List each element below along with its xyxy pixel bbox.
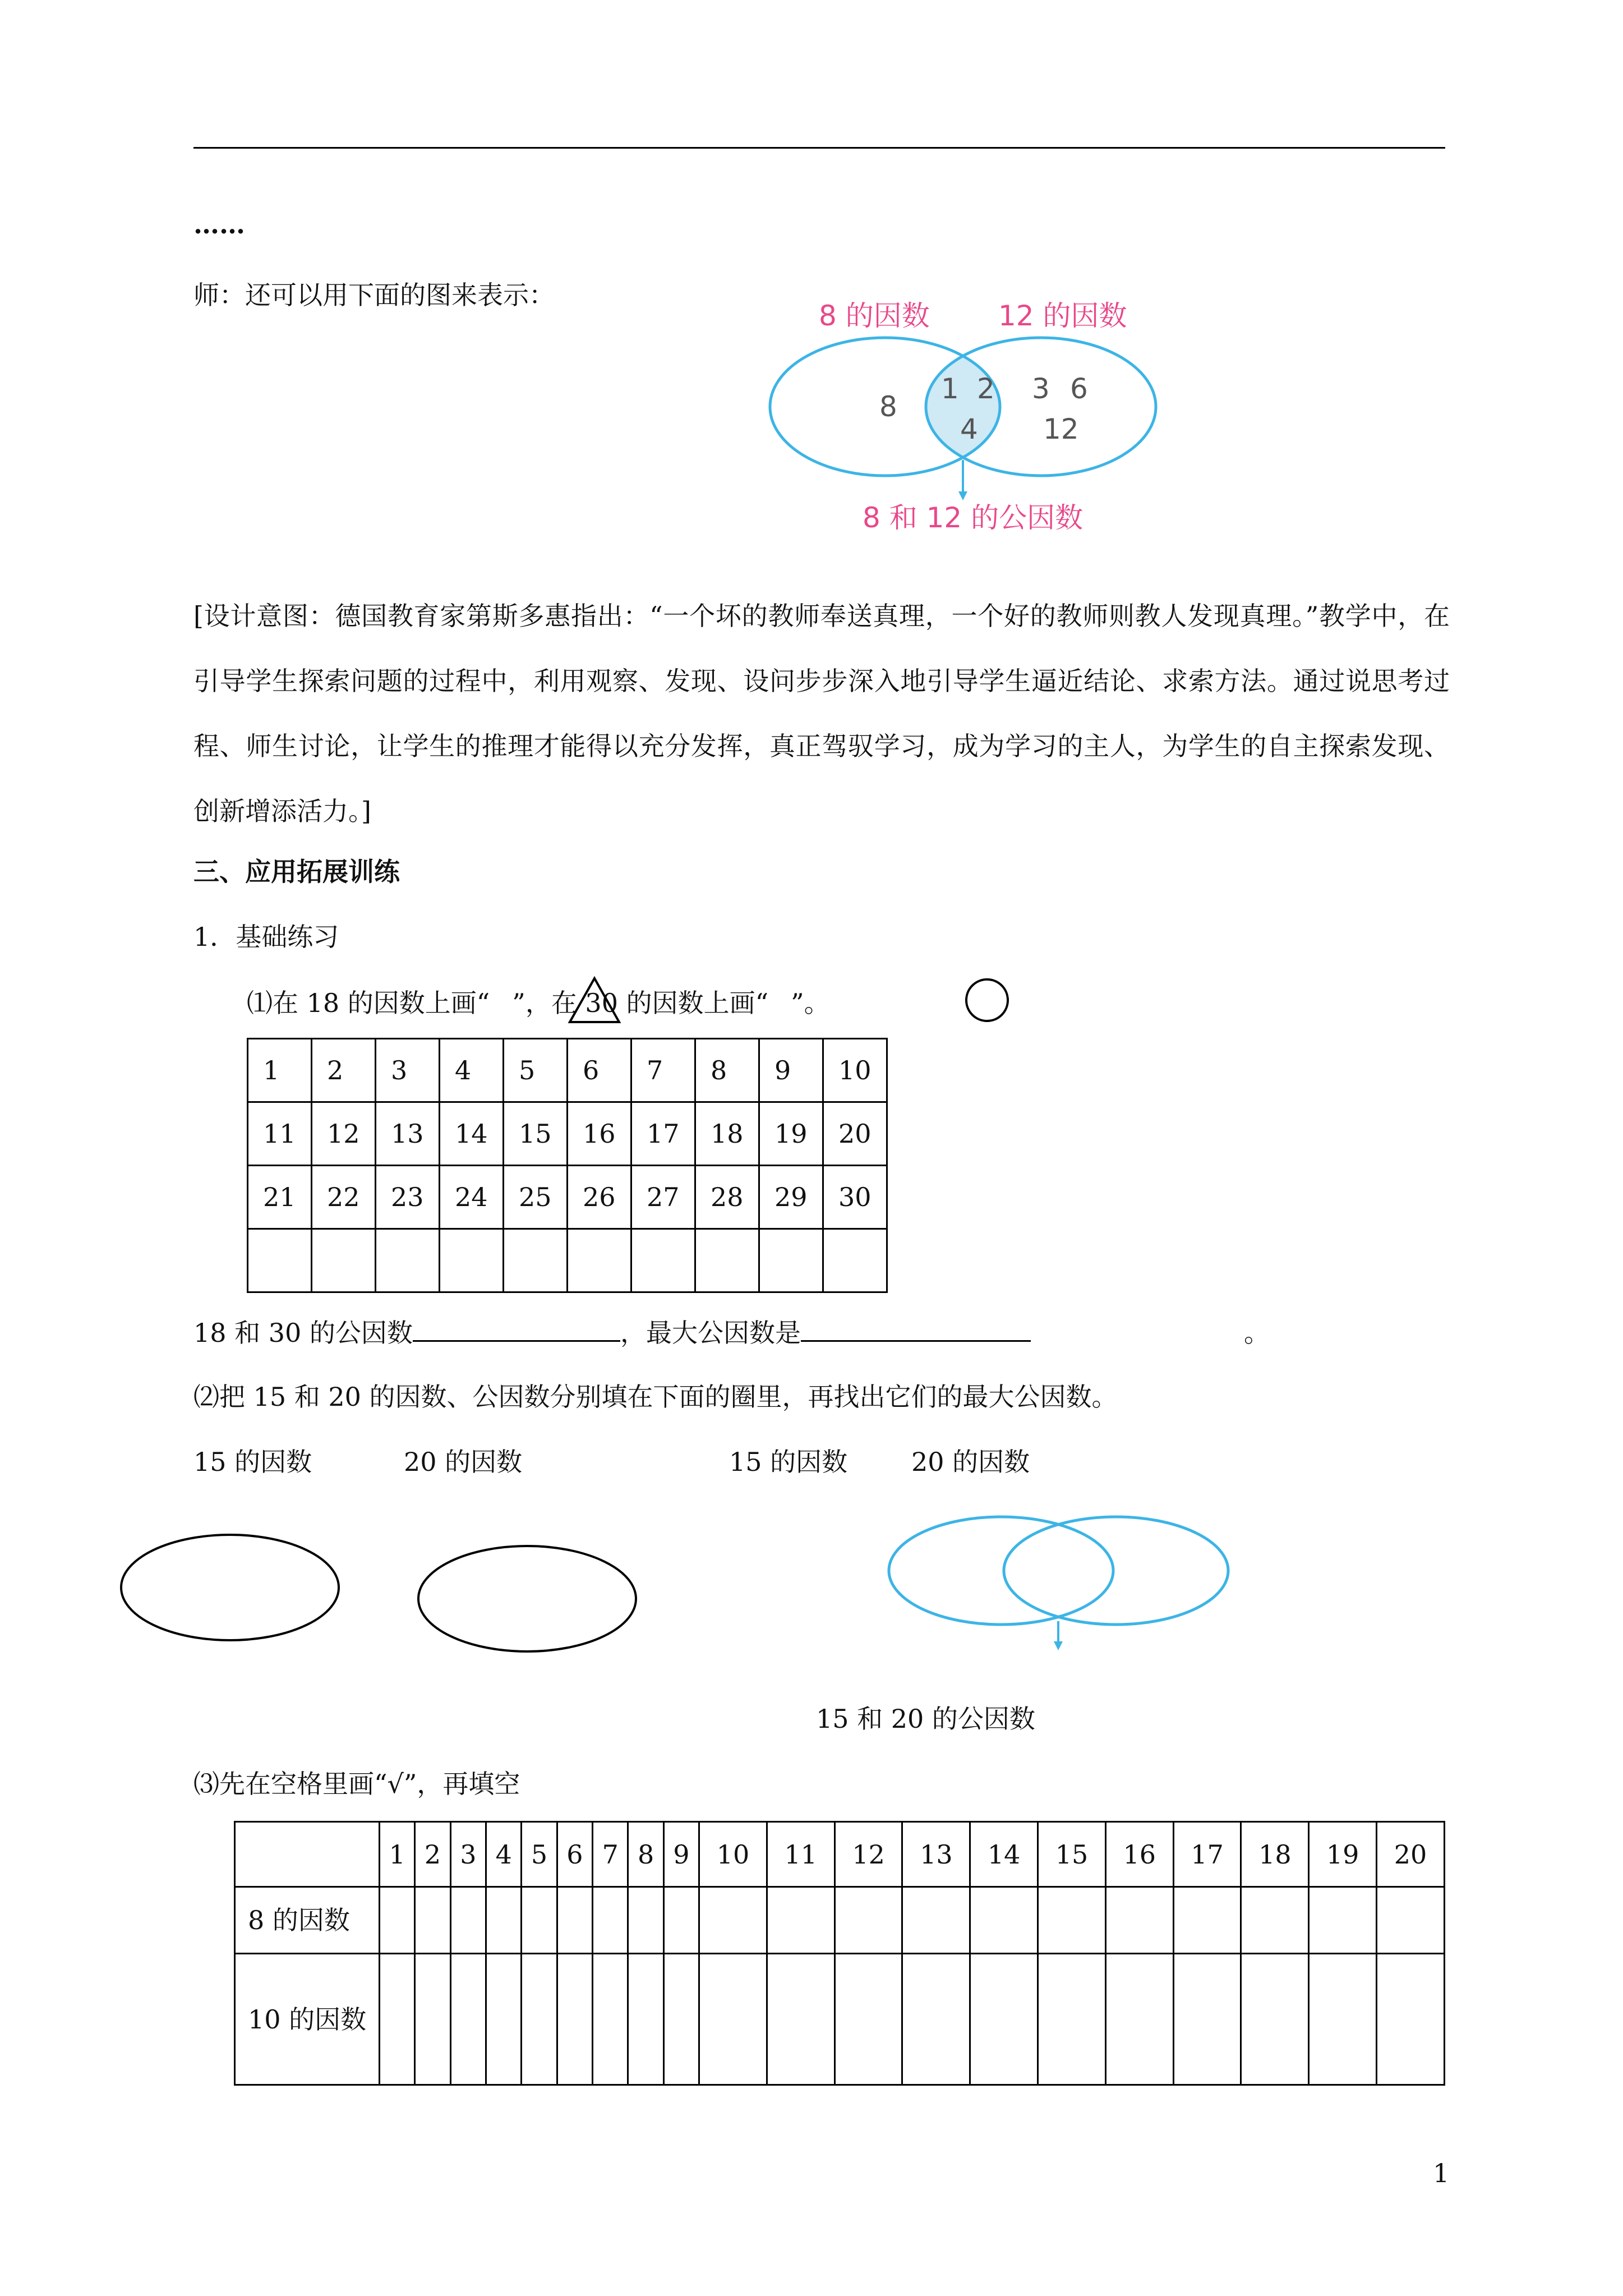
ellipse-20-factors[interactable] <box>409 1537 645 1660</box>
grid-blank-cell[interactable] <box>312 1229 376 1292</box>
grid-cell-19[interactable]: 19 <box>759 1102 823 1166</box>
corner-cell <box>235 1822 380 1887</box>
numbers-1-30-grid <box>247 1038 888 1293</box>
q2-label-15-right: 15 的因数 <box>729 1447 848 1477</box>
q1-answer-mid: ，最大公因数是 <box>620 1318 801 1348</box>
venn-20-ellipse <box>1004 1517 1228 1625</box>
check-cell[interactable] <box>593 1954 628 2085</box>
check-cell[interactable] <box>522 1954 557 2085</box>
grid-cell-21[interactable]: 21 <box>248 1166 312 1229</box>
check-cell[interactable] <box>628 1887 663 1954</box>
grid-blank-cell[interactable] <box>695 1229 759 1292</box>
grid-cell-17[interactable]: 17 <box>631 1102 695 1166</box>
grid-cell-25[interactable]: 25 <box>504 1166 568 1229</box>
gcf-blank[interactable] <box>801 1340 1031 1342</box>
header-cell-13: 13 <box>902 1822 970 1887</box>
venn-label-left: 8 的因数 <box>819 300 930 332</box>
q1-instruction <box>247 986 830 1020</box>
grid-blank-cell[interactable] <box>376 1229 440 1292</box>
q1-answer-line <box>193 1316 1270 1350</box>
grid-cell-29[interactable]: 29 <box>759 1166 823 1229</box>
grid-row <box>248 1229 887 1292</box>
header-cell-4: 4 <box>486 1822 522 1887</box>
grid-cell-20[interactable]: 20 <box>823 1102 887 1166</box>
ellipsis: …… <box>193 209 245 240</box>
check-cell[interactable] <box>834 1887 902 1954</box>
check-cell[interactable] <box>1309 1954 1377 2085</box>
q3-instruction: ⑶先在空格里画“√”，再填空 <box>193 1769 520 1799</box>
grid-cell-6[interactable]: 6 <box>568 1039 631 1102</box>
check-cell[interactable] <box>557 1954 592 2085</box>
grid-blank-cell[interactable] <box>248 1229 312 1292</box>
grid-cell-16[interactable]: 16 <box>568 1102 631 1166</box>
header-cell-12: 12 <box>834 1822 902 1887</box>
grid-cell-30[interactable]: 30 <box>823 1166 887 1229</box>
header-cell-15: 15 <box>1038 1822 1106 1887</box>
check-cell[interactable] <box>1173 1887 1241 1954</box>
check-cell[interactable] <box>450 1887 486 1954</box>
venn-common-1: 1 <box>941 372 959 405</box>
check-cell[interactable] <box>415 1954 450 2085</box>
check-cell[interactable] <box>557 1887 592 1954</box>
grid-cell-2[interactable]: 2 <box>312 1039 376 1102</box>
q2-label-15-left: 15 的因数 <box>193 1447 312 1477</box>
header-cell-11: 11 <box>767 1822 834 1887</box>
factors-8-row <box>235 1887 1445 1954</box>
grid-cell-7[interactable]: 7 <box>631 1039 695 1102</box>
check-cell[interactable] <box>970 1887 1038 1954</box>
check-cell[interactable] <box>1377 1887 1445 1954</box>
check-cell[interactable] <box>1377 1954 1445 2085</box>
row-label: 10 的因数 <box>235 1954 380 2085</box>
q1-answer-prefix: 18 和 30 的公因数 <box>193 1318 413 1348</box>
q1-part-a: ⑴在 18 的因数上画“ <box>247 988 490 1018</box>
header-cell-19: 19 <box>1309 1822 1377 1887</box>
header-cell-5: 5 <box>522 1822 557 1887</box>
header-cell-17: 17 <box>1173 1822 1241 1887</box>
grid-cell-1[interactable]: 1 <box>248 1039 312 1102</box>
q2-label-20-right: 20 的因数 <box>911 1447 1030 1477</box>
grid-blank-cell[interactable] <box>631 1229 695 1292</box>
grid-cell-10[interactable]: 10 <box>823 1039 887 1102</box>
check-cell[interactable] <box>1309 1887 1377 1954</box>
venn-15-ellipse <box>889 1517 1113 1625</box>
check-cell[interactable] <box>1038 1954 1106 2085</box>
venn2-arrow-icon <box>1054 1641 1063 1650</box>
check-cell[interactable] <box>663 1887 699 1954</box>
header-row <box>235 1822 1445 1887</box>
page-number: 1 <box>1433 2158 1450 2188</box>
grid-cell-28[interactable]: 28 <box>695 1166 759 1229</box>
header-cell-2: 2 <box>415 1822 450 1887</box>
design-intent-paragraph: [设计意图：德国教育家第斯多惠指出：“一个坏的教师奉送真理，一个好的教师则教人发现真理。”教学中，在引导学生探索问题的过程中，利用观察、发现、设问步步深入地引导学生逼近结论、求索方法。通过说思考过程、师生讨论，让学生的推理才能得以充分发挥，真正驾驭学习，成为学习的主人，为学生的自主探索发现、创新增添活力。] <box>193 601 1450 826</box>
header-cell-7: 7 <box>593 1822 628 1887</box>
check-cell[interactable] <box>380 1954 415 2085</box>
grid-cell-11[interactable]: 11 <box>248 1102 312 1166</box>
grid-cell-12[interactable]: 12 <box>312 1102 376 1166</box>
item-1-title: 1．基础练习 <box>193 922 339 952</box>
q1-part-c: ”。 <box>791 988 830 1018</box>
venn-right-6: 6 <box>1070 372 1088 405</box>
grid-blank-cell[interactable] <box>823 1229 887 1292</box>
header-cell-6: 6 <box>557 1822 592 1887</box>
grid-cell-23[interactable]: 23 <box>376 1166 440 1229</box>
grid-cell-8[interactable]: 8 <box>695 1039 759 1102</box>
header-cell-18: 18 <box>1241 1822 1309 1887</box>
header-cell-1: 1 <box>380 1822 415 1887</box>
grid-blank-cell[interactable] <box>504 1229 568 1292</box>
factors-10-row <box>235 1954 1445 2085</box>
grid-cell-5[interactable]: 5 <box>504 1039 568 1102</box>
grid-cell-26[interactable]: 26 <box>568 1166 631 1229</box>
header-cell-14: 14 <box>970 1822 1038 1887</box>
check-cell[interactable] <box>1038 1887 1106 1954</box>
grid-cell-14[interactable]: 14 <box>440 1102 504 1166</box>
check-cell[interactable] <box>902 1887 970 1954</box>
triangle-icon <box>566 975 623 1025</box>
header-cell-3: 3 <box>450 1822 486 1887</box>
header-cell-9: 9 <box>663 1822 699 1887</box>
grid-cell-27[interactable]: 27 <box>631 1166 695 1229</box>
q2-caption: 15 和 20 的公因数 <box>816 1704 1035 1734</box>
check-cell[interactable] <box>1241 1954 1309 2085</box>
venn-caption: 8 和 12 的公因数 <box>863 501 1083 534</box>
header-rule <box>193 147 1445 149</box>
check-cell[interactable] <box>486 1954 522 2085</box>
grid-blank-cell[interactable] <box>568 1229 631 1292</box>
check-cell[interactable] <box>834 1954 902 2085</box>
grid-cell-3[interactable]: 3 <box>376 1039 440 1102</box>
check-cell[interactable] <box>415 1887 450 1954</box>
check-cell[interactable] <box>699 1954 767 2085</box>
check-cell[interactable] <box>1105 1887 1173 1954</box>
check-cell[interactable] <box>1105 1954 1173 2085</box>
check-cell[interactable] <box>970 1954 1038 2085</box>
venn-label-right: 12 的因数 <box>998 300 1127 332</box>
check-cell[interactable] <box>450 1954 486 2085</box>
grid-cell-22[interactable]: 22 <box>312 1166 376 1229</box>
check-cell[interactable] <box>522 1887 557 1954</box>
header-cell-8: 8 <box>628 1822 663 1887</box>
check-cell[interactable] <box>1241 1887 1309 1954</box>
check-cell[interactable] <box>699 1887 767 1954</box>
q1-part-b: ”，在 30 的因数上画“ <box>512 988 769 1018</box>
venn-left-only-8: 8 <box>879 390 897 423</box>
grid-cell-4[interactable]: 4 <box>440 1039 504 1102</box>
check-cell[interactable] <box>767 1887 834 1954</box>
grid-cell-24[interactable]: 24 <box>440 1166 504 1229</box>
grid-blank-cell[interactable] <box>440 1229 504 1292</box>
check-cell[interactable] <box>628 1954 663 2085</box>
q1-answer-end: 。 <box>1243 1318 1270 1348</box>
check-cell[interactable] <box>380 1887 415 1954</box>
venn-diagram-8-12 <box>763 292 1166 539</box>
venn-arrow-icon <box>958 491 967 500</box>
grid-blank-cell[interactable] <box>759 1229 823 1292</box>
q2-instruction: ⑵把 15 和 20 的因数、公因数分别填在下面的圈里，再找出它们的最大公因数。 <box>193 1382 1118 1412</box>
check-cell[interactable] <box>767 1954 834 2085</box>
grid-cell-13[interactable]: 13 <box>376 1102 440 1166</box>
grid-row <box>248 1166 887 1229</box>
venn-diagram-15-20[interactable] <box>880 1509 1239 1660</box>
check-cell[interactable] <box>486 1887 522 1954</box>
circle-icon <box>962 975 1012 1025</box>
venn-right-3: 3 <box>1032 372 1050 405</box>
header-cell-16: 16 <box>1105 1822 1173 1887</box>
factors-8-10-table <box>234 1821 1445 2086</box>
grid-row <box>248 1102 887 1166</box>
ellipse-15-factors[interactable] <box>112 1526 348 1649</box>
grid-cell-15[interactable]: 15 <box>504 1102 568 1166</box>
check-cell[interactable] <box>1173 1954 1241 2085</box>
section-3-title: 三、应用拓展训练 <box>193 857 400 887</box>
header-cell-10: 10 <box>699 1822 767 1887</box>
check-cell[interactable] <box>902 1954 970 2085</box>
venn-right-12: 12 <box>1043 413 1079 445</box>
teacher-line: 师：还可以用下面的图来表示： <box>193 280 555 310</box>
grid-row <box>248 1039 887 1102</box>
header-cell-20: 20 <box>1377 1822 1445 1887</box>
venn-common-2: 2 <box>977 372 995 405</box>
grid-cell-9[interactable]: 9 <box>759 1039 823 1102</box>
grid-cell-18[interactable]: 18 <box>695 1102 759 1166</box>
common-factors-blank[interactable] <box>413 1340 620 1342</box>
check-cell[interactable] <box>593 1887 628 1954</box>
check-cell[interactable] <box>663 1954 699 2085</box>
q2-label-20-left: 20 的因数 <box>404 1447 523 1477</box>
row-label: 8 的因数 <box>235 1887 380 1954</box>
venn-common-4: 4 <box>960 413 978 445</box>
